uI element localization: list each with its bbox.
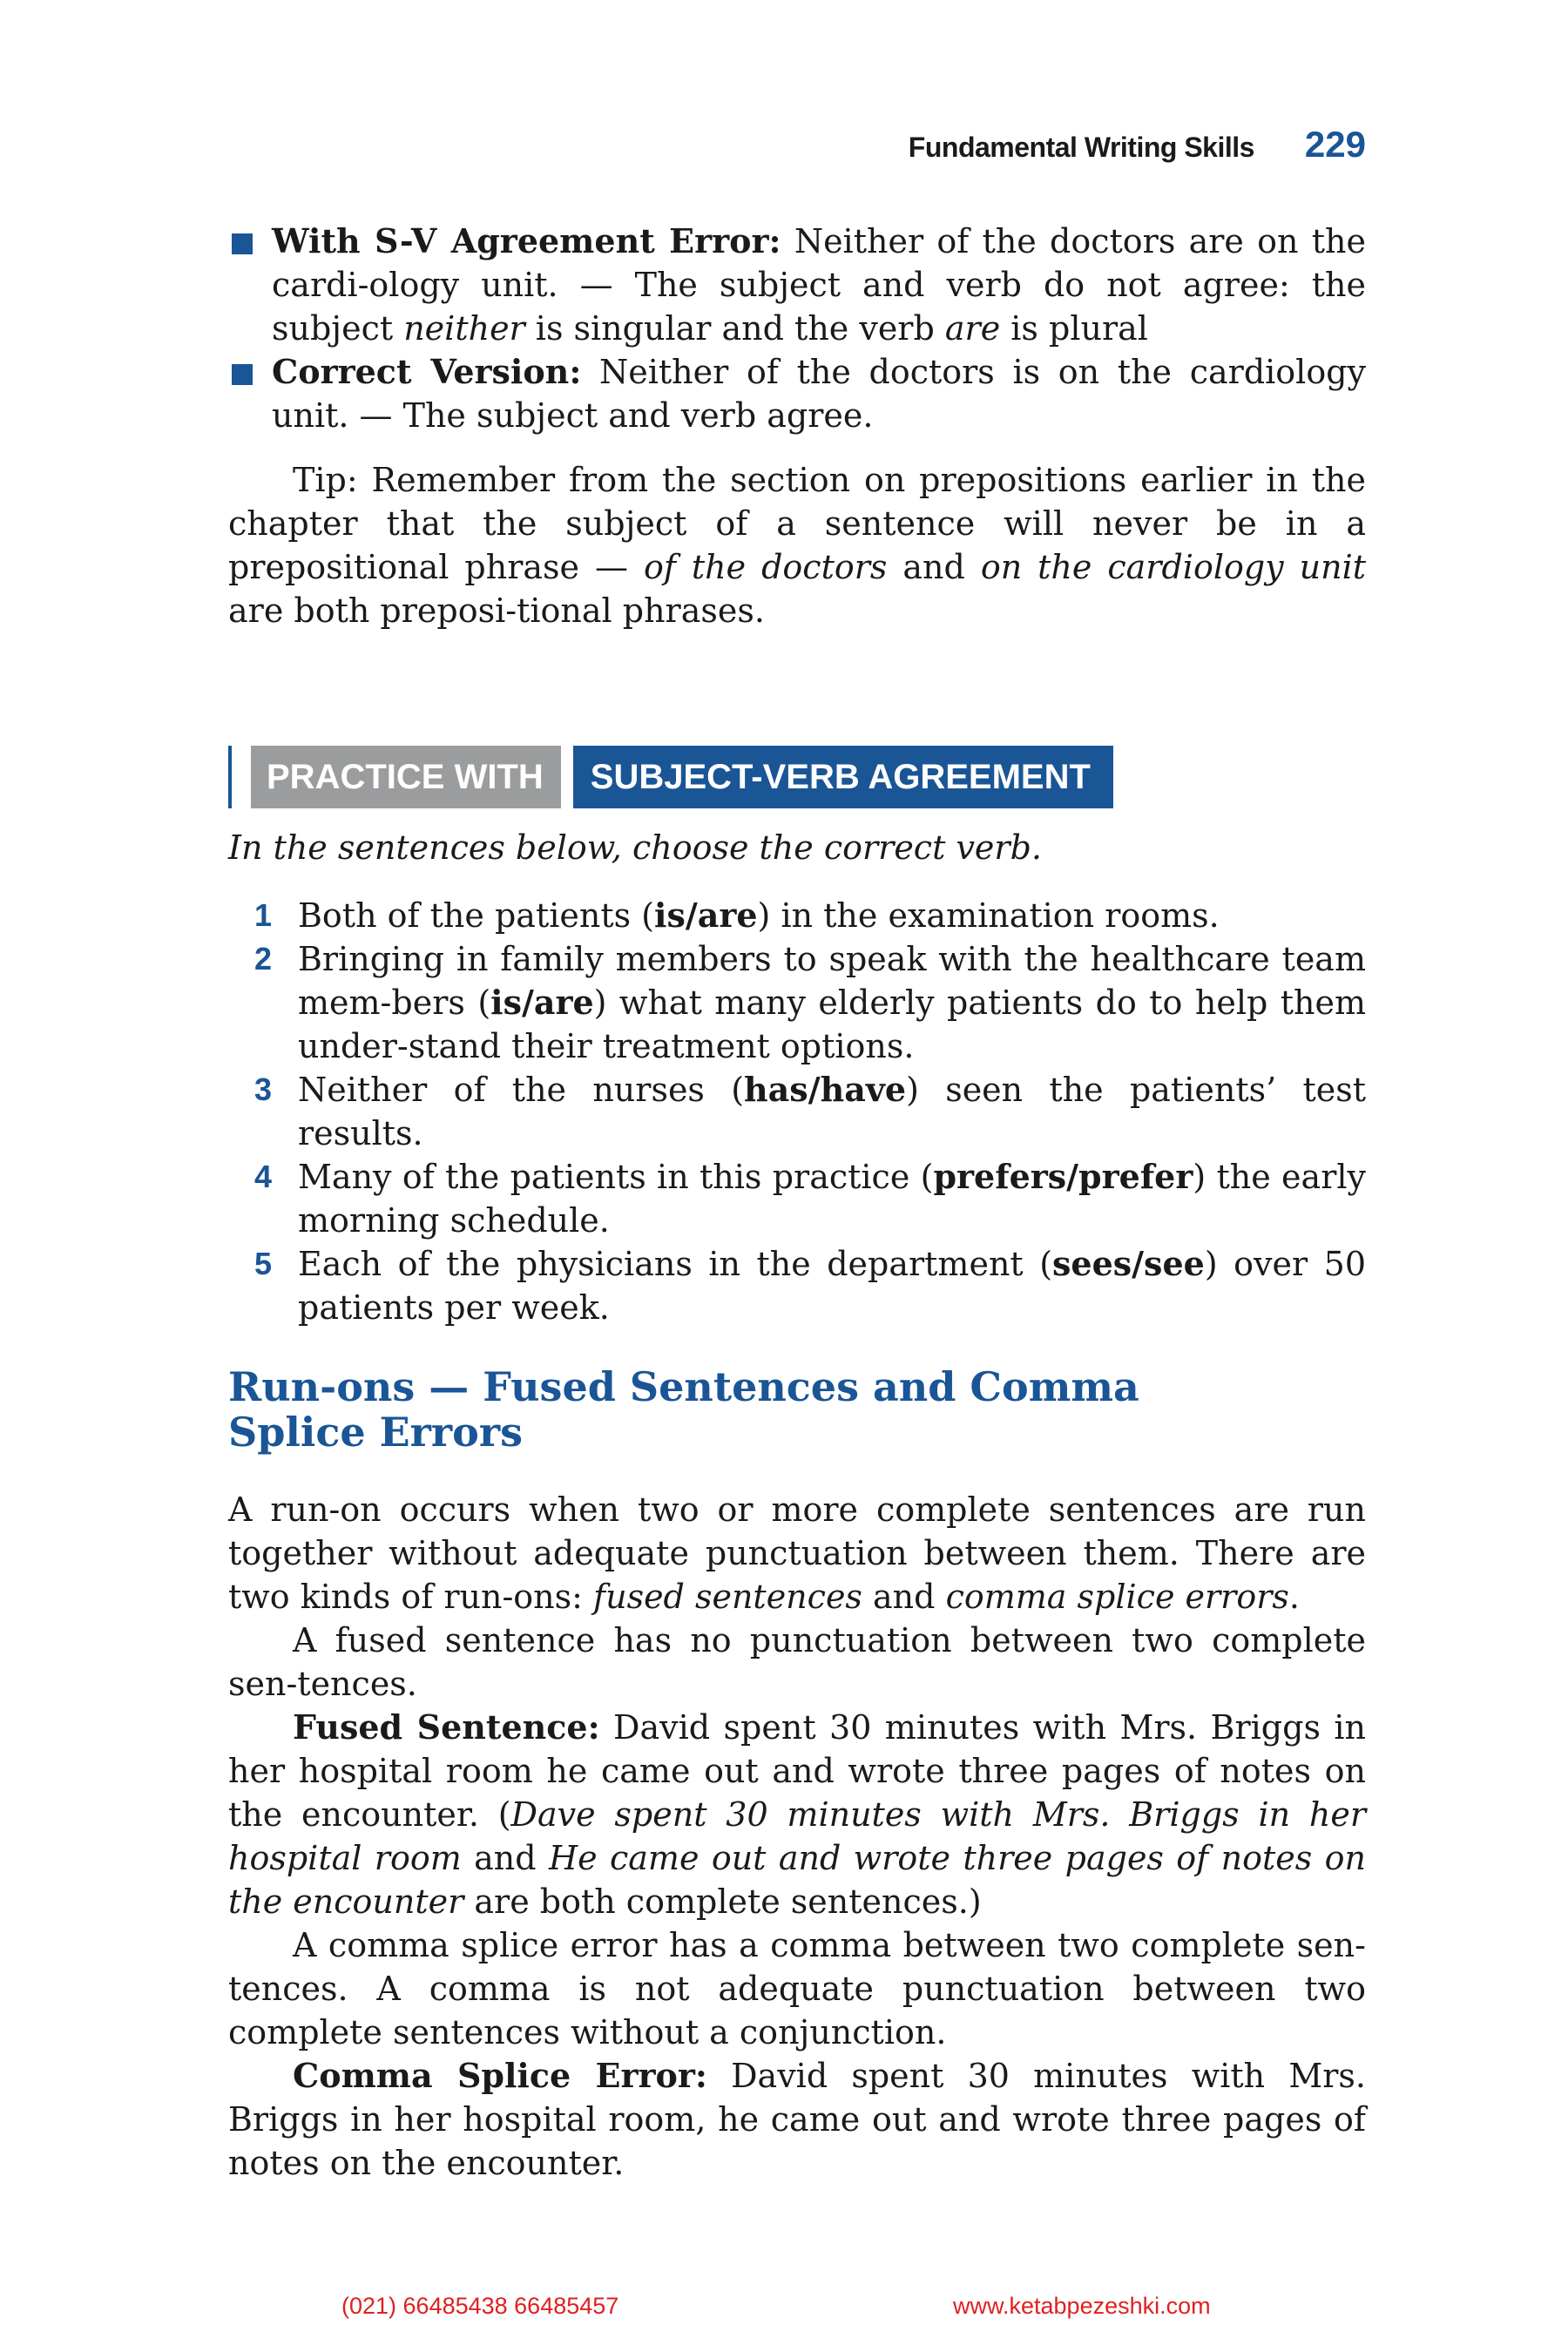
item-text: ) seen the patients’ test results. <box>298 1071 1366 1152</box>
banner-rule <box>228 746 232 808</box>
bullet-item-error <box>228 220 1366 350</box>
item-number: 5 <box>254 1246 273 1281</box>
tip-text: and <box>887 548 981 586</box>
item-text: Neither of the nurses ( <box>298 1071 745 1109</box>
para-text: A run-on occurs when two or more complete sentences are run together without adequate punctuation between them. There are two kinds of run-ons: <box>228 1490 1366 1616</box>
item-number: 2 <box>254 941 273 977</box>
item-text: Bringing in family members to speak with the healthcare team mem-bers ( <box>298 940 1366 1022</box>
running-head <box>909 124 1366 166</box>
running-head-title: Fundamental Writing Skills <box>908 132 1254 163</box>
square-bullet-icon <box>232 233 253 254</box>
para-italic: Dave spent 30 minutes with Mrs. Briggs in her hospital room <box>228 1795 1366 1877</box>
section-body <box>228 1488 1366 2185</box>
practice-tag-right: SUBJECT-VERB AGREEMENT <box>573 746 1113 808</box>
para-italic: fused sentences <box>593 1578 862 1616</box>
paragraph-runon-definition <box>228 1488 1366 1619</box>
para-text: are both complete sentences.) <box>463 1882 982 1921</box>
item-text: Many of the patients in this practice ( <box>298 1158 934 1196</box>
item-number: 4 <box>254 1159 273 1194</box>
para-text: . <box>1288 1578 1300 1616</box>
para-text: and <box>862 1578 946 1616</box>
paragraph-fused-definition: A fused sentence has no punctuation between two complete sen-tences. <box>228 1621 1366 1703</box>
item-text: Each of the physicians in the department ( <box>298 1245 1053 1283</box>
para-text: and <box>461 1839 549 1877</box>
item-choice: is/are <box>654 896 758 935</box>
paragraph-comma-splice-definition: A comma splice error has a comma between two complete sen-tences. A comma is not adequate punctuation between two complete sentences without a conjunction. <box>228 1926 1366 2051</box>
bullet-label: Correct Version: <box>272 352 582 391</box>
item-number: 1 <box>254 897 273 933</box>
para-italic: comma splice errors <box>945 1578 1289 1616</box>
example-label: Comma Splice Error: <box>293 2056 707 2095</box>
footer-phone: (021) 66485438 66485457 <box>341 2293 619 2319</box>
practice-banner <box>228 746 1113 808</box>
item-choice: has/have <box>744 1070 907 1109</box>
paragraph-fused-example <box>228 1706 1366 1923</box>
para-text: David spent 30 minutes with Mrs. Briggs in her hospital room, he came out and wrote three pages of notes on the encounter. <box>228 2057 1366 2182</box>
section-heading: Run-ons — Fused Sentences and Comma Splice Errors <box>228 1363 1139 1456</box>
tip-italic: on the cardiology unit <box>980 548 1366 586</box>
tip-italic: of the doctors <box>643 548 888 586</box>
bullet-italic: neither <box>403 309 525 348</box>
practice-item <box>228 937 1366 1068</box>
practice-instruction: In the sentences below, choose the correct verb. <box>228 828 1042 867</box>
item-text: ) the early morning schedule. <box>298 1158 1366 1240</box>
item-text: ) what many elderly patients do to help them under-stand their treatment options. <box>298 983 1366 1065</box>
para-italic: He came out and wrote three pages of notes on the encounter <box>228 1839 1366 1921</box>
item-choice: prefers/prefer <box>933 1157 1193 1196</box>
example-label: Fused Sentence: <box>293 1707 600 1747</box>
practice-list <box>228 894 1366 1329</box>
bullet-list <box>228 220 1366 437</box>
practice-item <box>228 894 1366 937</box>
footer-website[interactable]: www.ketabpezeshki.com <box>953 2293 1211 2319</box>
item-choice: is/are <box>490 983 594 1022</box>
tip-text: are both preposi-tional phrases. <box>228 591 765 630</box>
bullet-text: is plural <box>1000 309 1148 348</box>
page-number: 229 <box>1304 124 1366 165</box>
item-text: ) in the examination rooms. <box>757 896 1220 935</box>
practice-item <box>228 1155 1366 1242</box>
bullet-italic: are <box>944 309 1001 348</box>
item-choice: sees/see <box>1052 1244 1205 1283</box>
bullet-text: Neither of the doctors are on the cardi-ology unit. — The subject and verb do not agree: the subject <box>272 222 1366 348</box>
practice-item <box>228 1242 1366 1329</box>
tip-text: Tip: Remember from the section on prepositions earlier in the chapter that the subject of a sentence will never be in a prepositional phrase — <box>228 461 1366 586</box>
bullet-text: Neither of the doctors is on the cardiology unit. — The subject and verb agree. <box>272 353 1366 435</box>
bullet-text: is singular and the verb <box>524 309 945 348</box>
practice-item <box>228 1068 1366 1155</box>
bullet-item-correct <box>228 350 1366 437</box>
practice-tag-left: PRACTICE WITH <box>251 746 561 808</box>
para-text: David spent 30 minutes with Mrs. Briggs in her hospital room he came out and wrote three pages of notes on the encounter. ( <box>228 1708 1366 1834</box>
item-number: 3 <box>254 1071 273 1107</box>
bullet-label: With S-V Agreement Error: <box>272 221 781 260</box>
paragraph-comma-splice-example <box>228 2054 1366 2185</box>
item-text: Both of the patients ( <box>298 896 655 935</box>
square-bullet-icon <box>232 364 253 385</box>
tip-paragraph <box>228 458 1366 632</box>
item-text: ) over 50 patients per week. <box>298 1245 1366 1327</box>
